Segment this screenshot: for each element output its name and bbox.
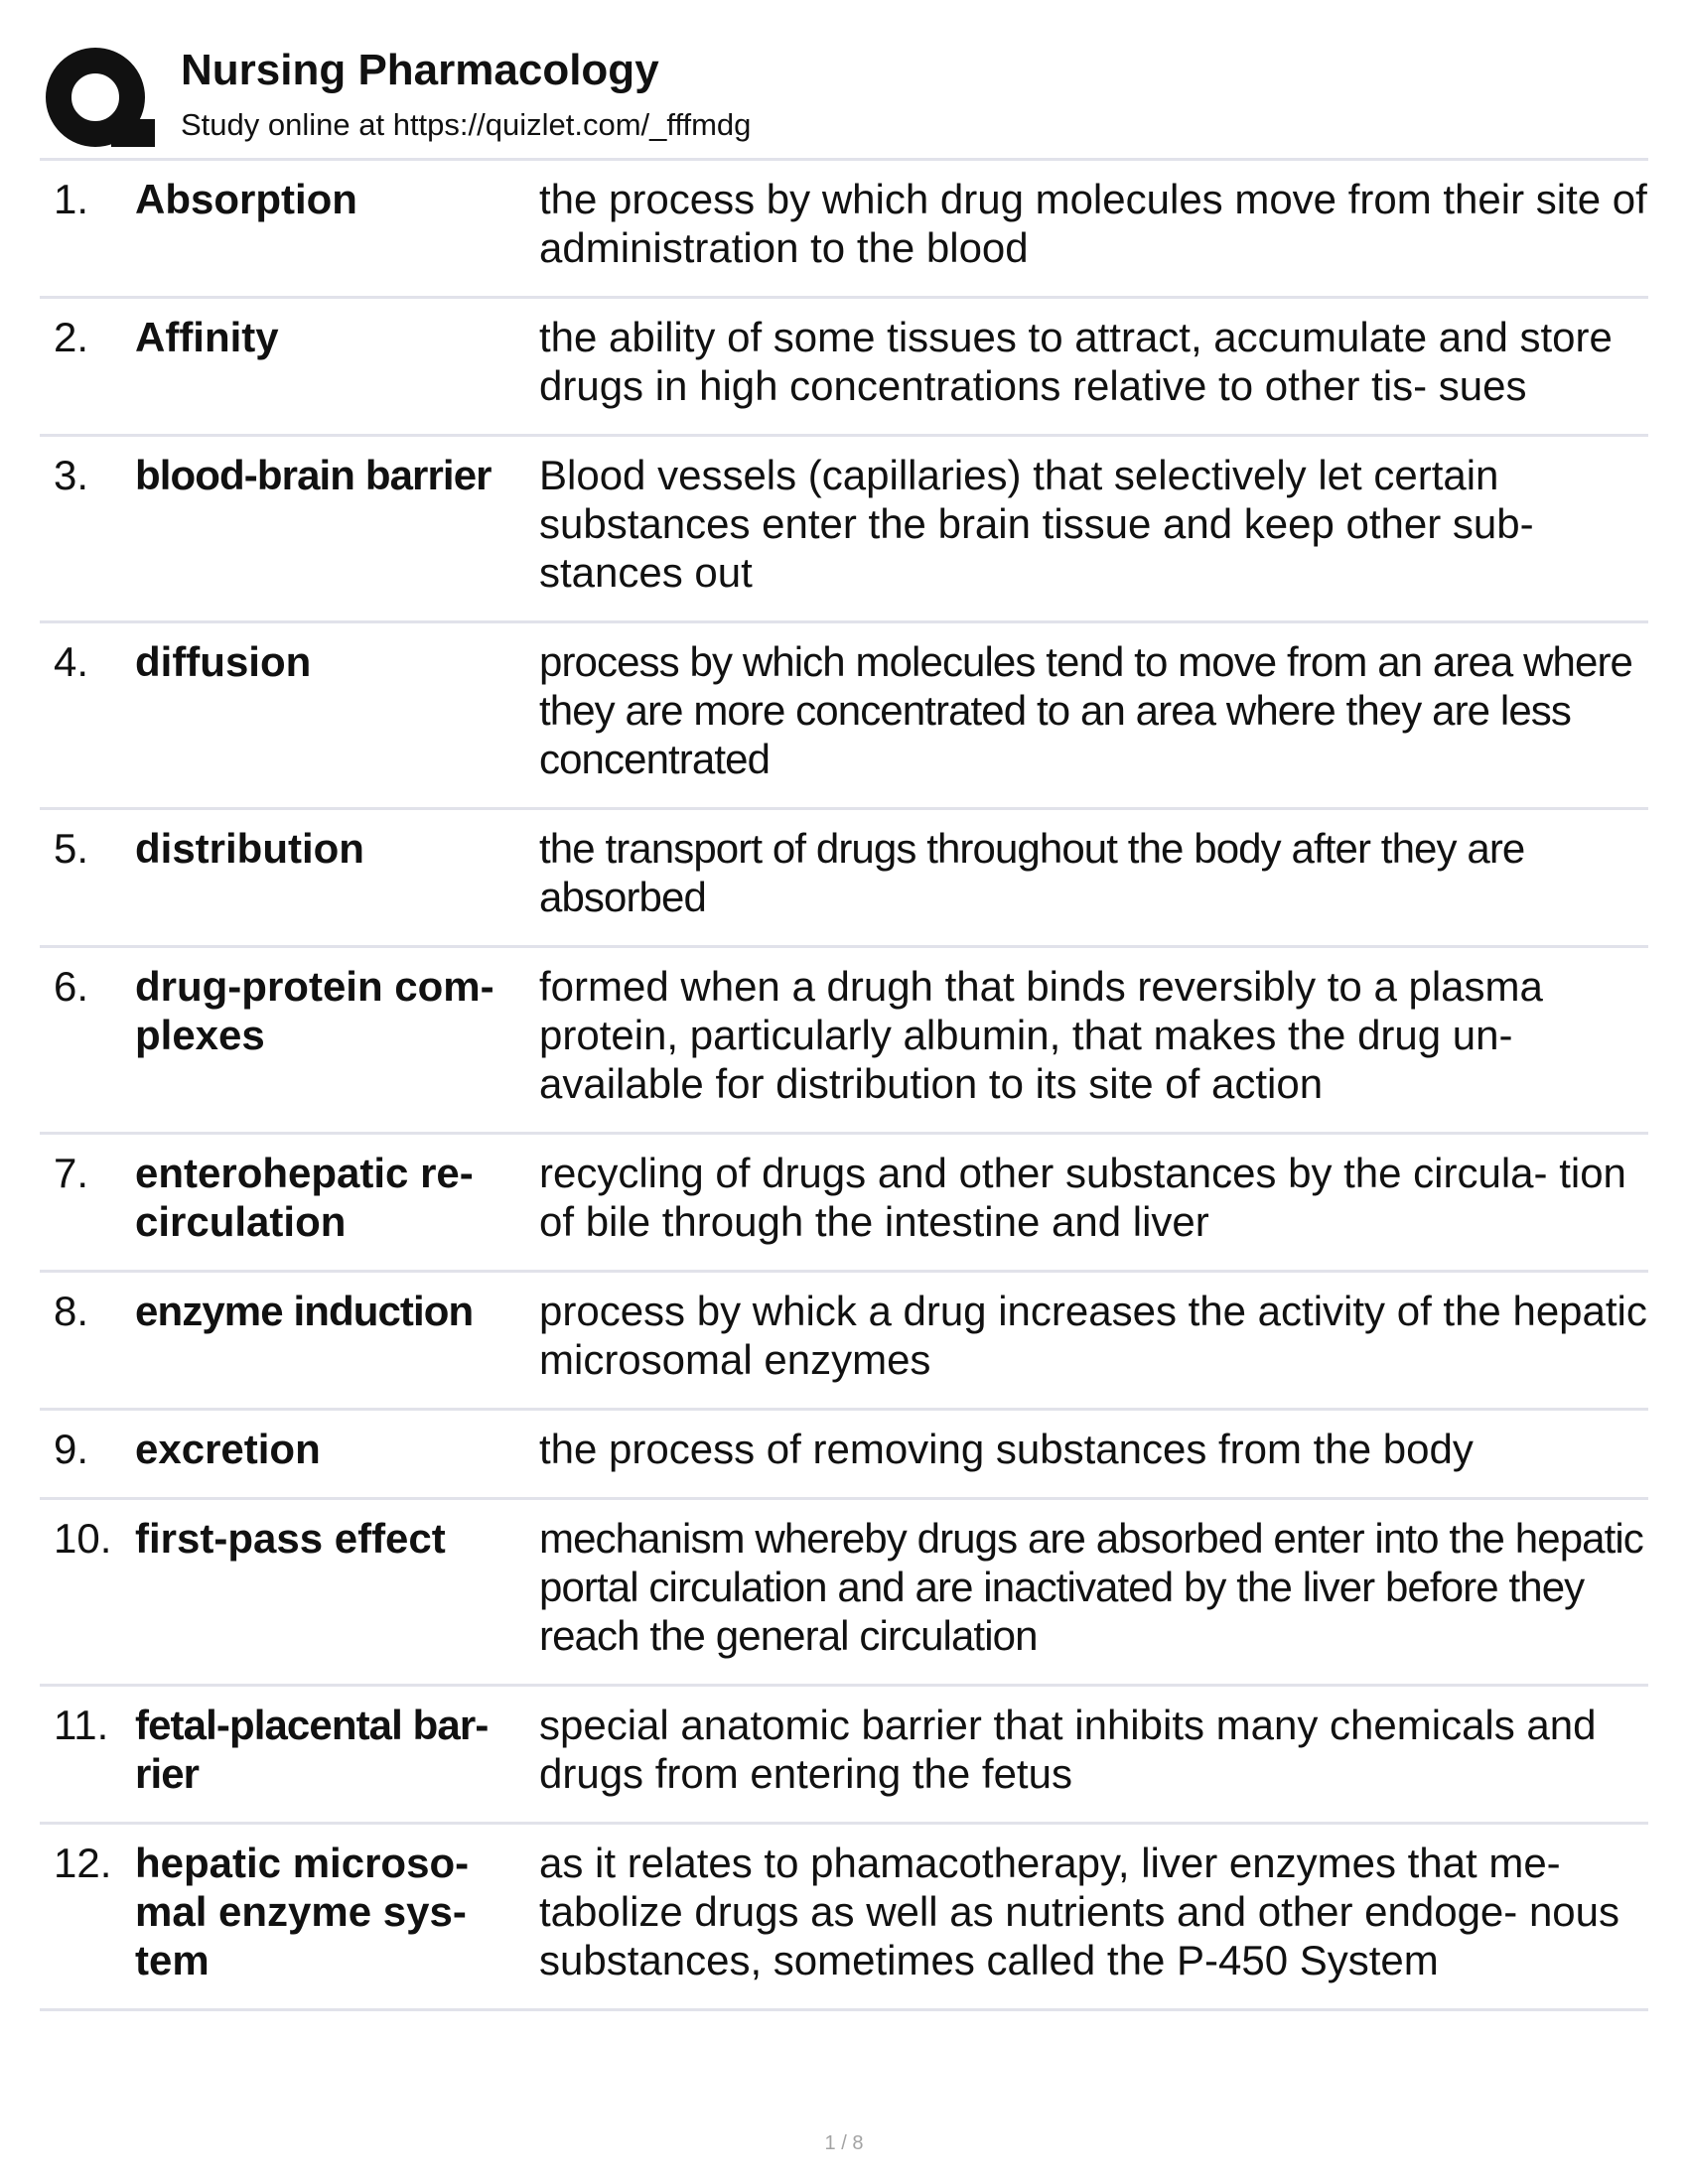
term-label: drug-protein com- plexes: [135, 963, 494, 1058]
quizlet-logo-icon: [44, 44, 155, 155]
term-definition: Blood vessels (capillaries) that selectively let certain substances enter the brain tissue and keep other sub- stances out: [539, 452, 1534, 596]
term-row: [40, 1135, 1648, 1273]
term-row: [40, 1687, 1648, 1825]
term-row: [40, 1500, 1648, 1687]
term-definition: process by which molecules tend to move from an area where they are more concentrated to an area where they are less concentrated: [539, 638, 1633, 782]
term-number: 2.: [54, 314, 89, 360]
term-number: 8.: [54, 1288, 89, 1334]
term-label: fetal-placental bar- rier: [135, 1702, 489, 1797]
term-label: distribution: [135, 825, 364, 872]
term-row: [40, 948, 1648, 1135]
term-number: 12.: [54, 1840, 112, 1886]
term-definition: as it relates to phamacotherapy, liver enzymes that me- tabolize drugs as well as nutrients and other endoge- nous substances, sometimes called the P-450 System: [539, 1840, 1620, 1983]
term-definition: recycling of drugs and other substances by the circula- tion of bile through the intestine and liver: [539, 1150, 1626, 1245]
term-number: 10.: [54, 1515, 112, 1562]
term-label: first-pass effect: [135, 1515, 446, 1562]
term-row: [40, 437, 1648, 623]
study-link-text: Study online at https://quizlet.com/_fffmdg: [181, 107, 752, 142]
term-list: [40, 161, 1648, 2011]
term-label: hepatic microso- mal enzyme sys- tem: [135, 1840, 470, 1983]
term-definition: the transport of drugs throughout the body after they are absorbed: [539, 825, 1525, 920]
term-label: Absorption: [135, 176, 357, 222]
term-definition: formed when a drugh that binds reversibly to a plasma protein, particularly albumin, that makes the drug un- available for distribution to its site of action: [539, 963, 1543, 1107]
term-definition: process by whick a drug increases the activity of the hepatic microsomal enzymes: [539, 1288, 1647, 1383]
term-label: diffusion: [135, 638, 312, 685]
page-indicator: 1 / 8: [824, 2132, 864, 2154]
term-definition: the ability of some tissues to attract, accumulate and store drugs in high concentrations relative to other tis- sues: [539, 314, 1613, 409]
term-definition: the process of removing substances from the body: [539, 1426, 1474, 1472]
term-label: blood-brain barrier: [135, 452, 492, 498]
term-row: [40, 1411, 1648, 1500]
term-definition: mechanism whereby drugs are absorbed enter into the hepatic portal circulation and are inactivated by the liver before they reach the general circulation: [539, 1515, 1643, 1659]
term-number: 4.: [54, 638, 89, 685]
set-title: Nursing Pharmacology: [181, 46, 659, 94]
term-number: 6.: [54, 963, 89, 1010]
term-number: 5.: [54, 825, 89, 872]
term-row: [40, 299, 1648, 437]
term-row: [40, 1825, 1648, 2011]
term-label: enzyme induction: [135, 1288, 474, 1334]
term-number: 11.: [54, 1702, 109, 1748]
term-number: 3.: [54, 452, 89, 498]
term-label: excretion: [135, 1426, 321, 1472]
term-definition: special anatomic barrier that inhibits many chemicals and drugs from entering the fetus: [539, 1702, 1597, 1797]
term-definition: the process by which drug molecules move from their site of administration to the blood: [539, 176, 1647, 271]
term-label: Affinity: [135, 314, 279, 360]
term-row: [40, 161, 1648, 299]
term-label: enterohepatic re- circulation: [135, 1150, 474, 1245]
term-number: 9.: [54, 1426, 89, 1472]
page-header: [40, 40, 1648, 159]
term-number: 1.: [54, 176, 89, 222]
term-row: [40, 1273, 1648, 1411]
term-row: [40, 623, 1648, 810]
term-row: [40, 810, 1648, 948]
term-number: 7.: [54, 1150, 89, 1196]
